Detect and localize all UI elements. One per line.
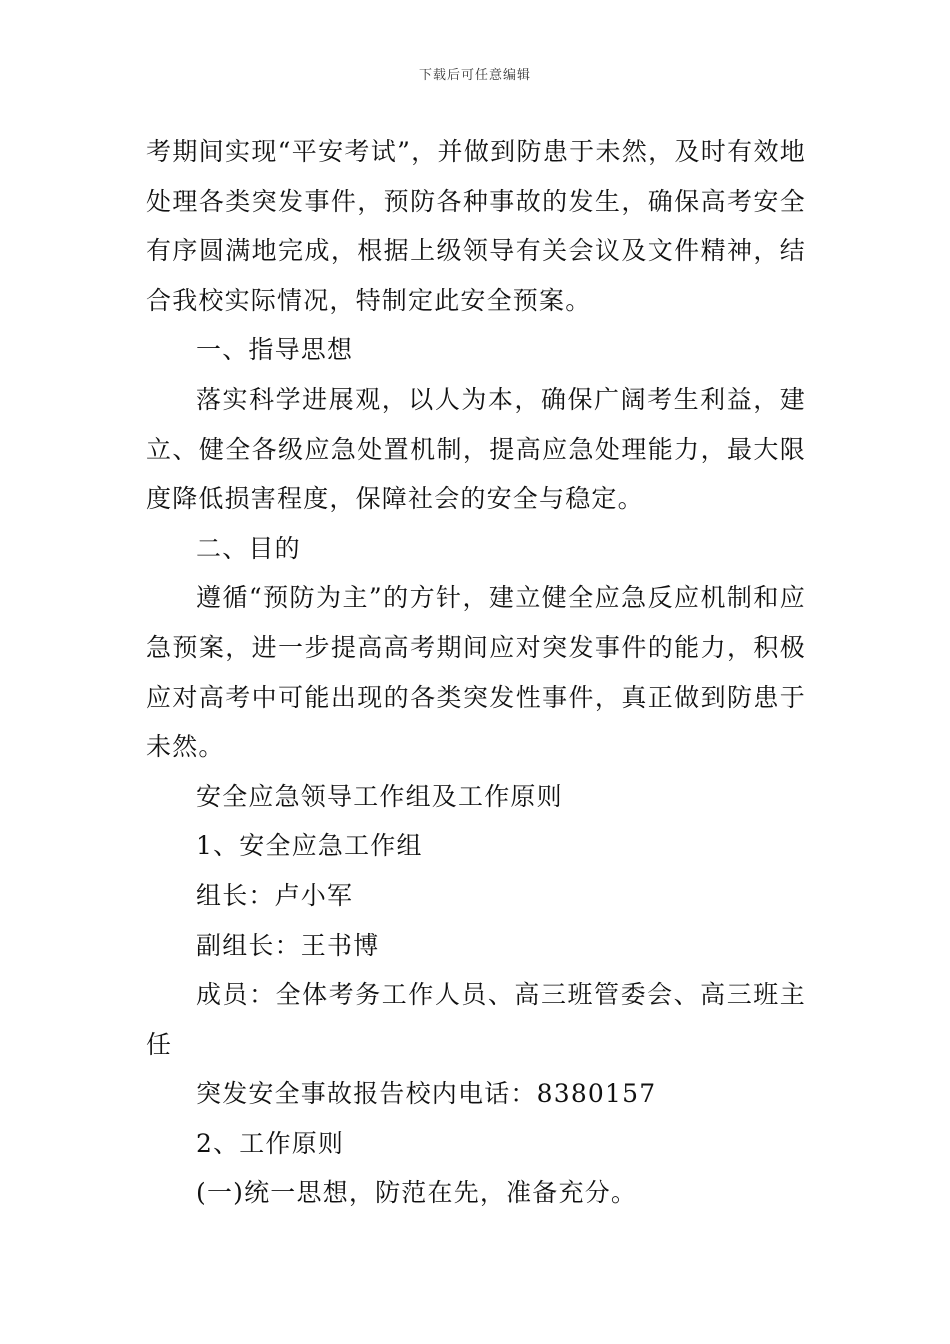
paragraph-guiding-thought: 落实科学进展观，以人为本，确保广阔考生利益，建立、健全各级应急处置机制，提高应急处理能力，最大限度降低损害程度，保障社会的安全与稳定。 [146,384,806,514]
paragraph-intro: 考期间实现“平安考试”，并做到防患于未然，及时有效地处理各类突发事件，预防各种事故的发生，确保高考安全有序圆满地完成，根据上级领导有关会议及文件精神，结合我校实际情况，特制定此安全预案。 [146,137,806,315]
heading-emergency-group: 1、安全应急工作组 [196,831,423,861]
paragraph-purpose: 遵循“预防为主”的方针，建立健全应急反应机制和应急预案，进一步提高高考期间应对突发事件的能力，积极应对高考中可能出现的各类突发性事件，真正做到防患于未然。 [146,583,806,762]
heading-work-principles: 2、工作原则 [196,1128,345,1158]
page-header-note: 下载后可任意编辑 [418,68,531,83]
heading-leadership-group: 安全应急领导工作组及工作原则 [196,781,563,811]
heading-guiding-thought: 一、指导思想 [196,335,354,365]
emergency-phone-line: 突发安全事故报告校内电话：8380157 [196,1079,657,1109]
deputy-leader-line: 副组长：王书博 [196,930,380,960]
heading-purpose: 二、目的 [196,533,301,563]
principle-item-1: (一)统一思想，防范在先，准备充分。 [196,1178,638,1208]
members-line: 成员：全体考务工作人员、高三班管委会、高三班主任 [146,980,806,1059]
document-body [146,127,806,1218]
group-leader-line: 组长：卢小军 [196,880,354,910]
